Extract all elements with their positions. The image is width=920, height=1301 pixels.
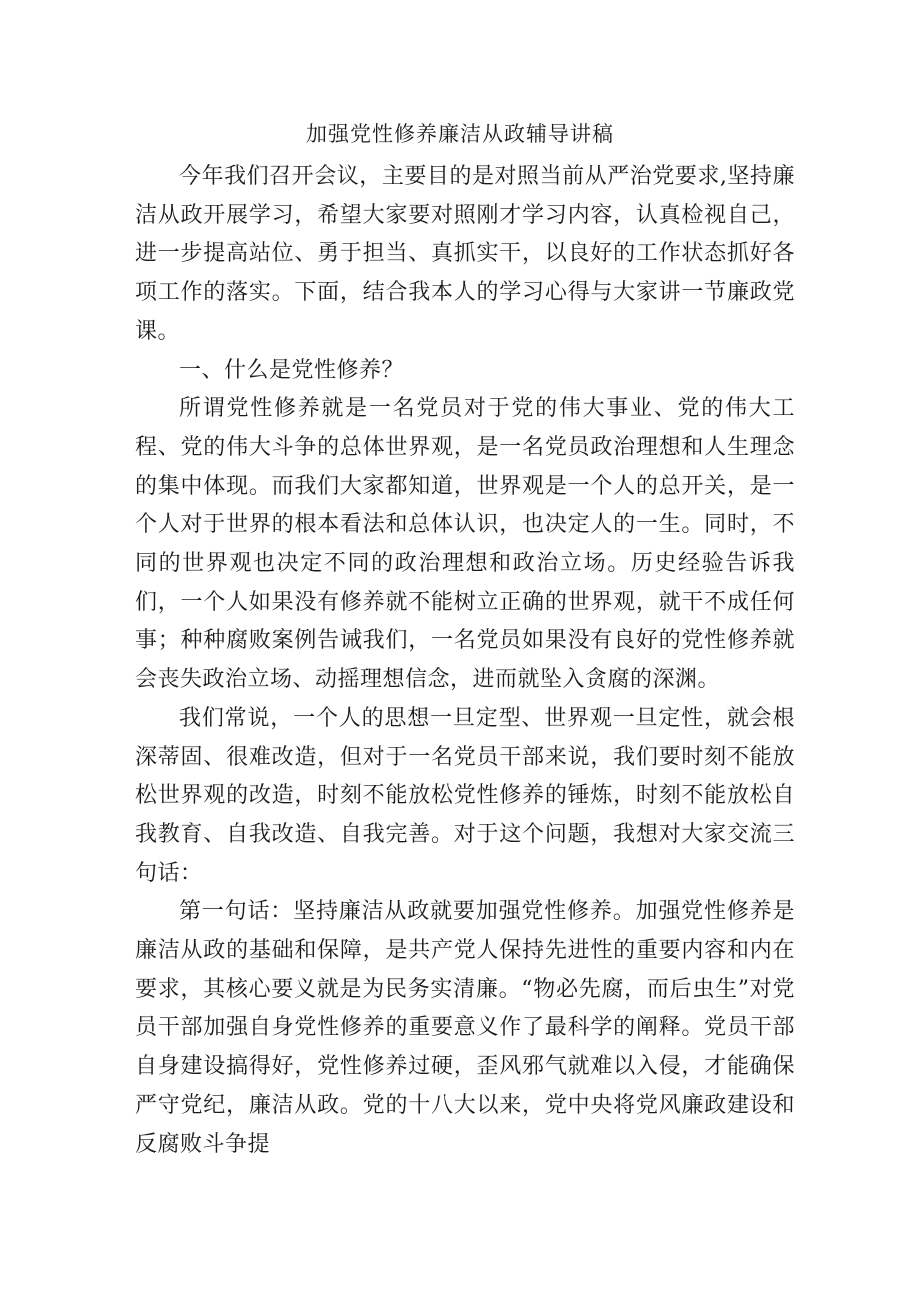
section-heading-1: 一、什么是党性修养？ (179, 357, 405, 383)
paragraph-first-point: 第一句话：坚持廉洁从政就要加强党性修养。加强党性修养是廉洁从政的基础和保障，是共产党人保持先进性的重要内容和内在要求，其核心要义就是为民务实清廉。“物必先腐，而后虫生”对党员干部加强自身党性修养的重要意义作了最科学的阐释。党员干部自身建设搞得好，党性修养过硬，歪风邪气就难以入侵，才能确保严守党纪，廉洁从政。党的十八大以来，党中央将党风廉政建设和反腐败斗争提 (135, 899, 795, 1157)
paragraph-definition: 所谓党性修养就是一名党员对于党的伟大事业、党的伟大工程、党的伟大斗争的总体世界观，是一名党员政治理想和人生理念的集中体现。而我们大家都知道，世界观是一个人的总开关，是一个人对于世界的根本看法和总体认识，也决定人的一生。同时，不同的世界观也决定不同的政治理想和政治立场。历史经验告诉我们，一个人如果没有修养就不能树立正确的世界观，就干不成任何事；种种腐败案例告诫我们，一名党员如果没有良好的党性修养就会丧失政治立场、动摇理想信念，进而就坠入贪腐的深渊。 (135, 396, 795, 693)
document-title: 加强党性修养廉洁从政辅导讲稿 (306, 122, 614, 146)
paragraph-intro: 今年我们召开会议，主要目的是对照当前从严治党要求,坚持廉洁从政开展学习，希望大家要对照刚才学习内容，认真检视自己，进一步提高站位、勇于担当、真抓实干，以良好的工作状态抓好各项工作的落实。下面，结合我本人的学习心得与大家讲一节廉政党课。 (135, 164, 795, 344)
paragraph-worldview: 我们常说，一个人的思想一旦定型、世界观一旦定性，就会根深蒂固、很难改造，但对于一名党员干部来说，我们要时刻不能放松世界观的改造，时刻不能放松党性修养的锤炼，时刻不能放松自我教育、自我改造、自我完善。对于这个问题，我想对大家交流三句话： (135, 705, 795, 886)
document-body (135, 158, 795, 1164)
